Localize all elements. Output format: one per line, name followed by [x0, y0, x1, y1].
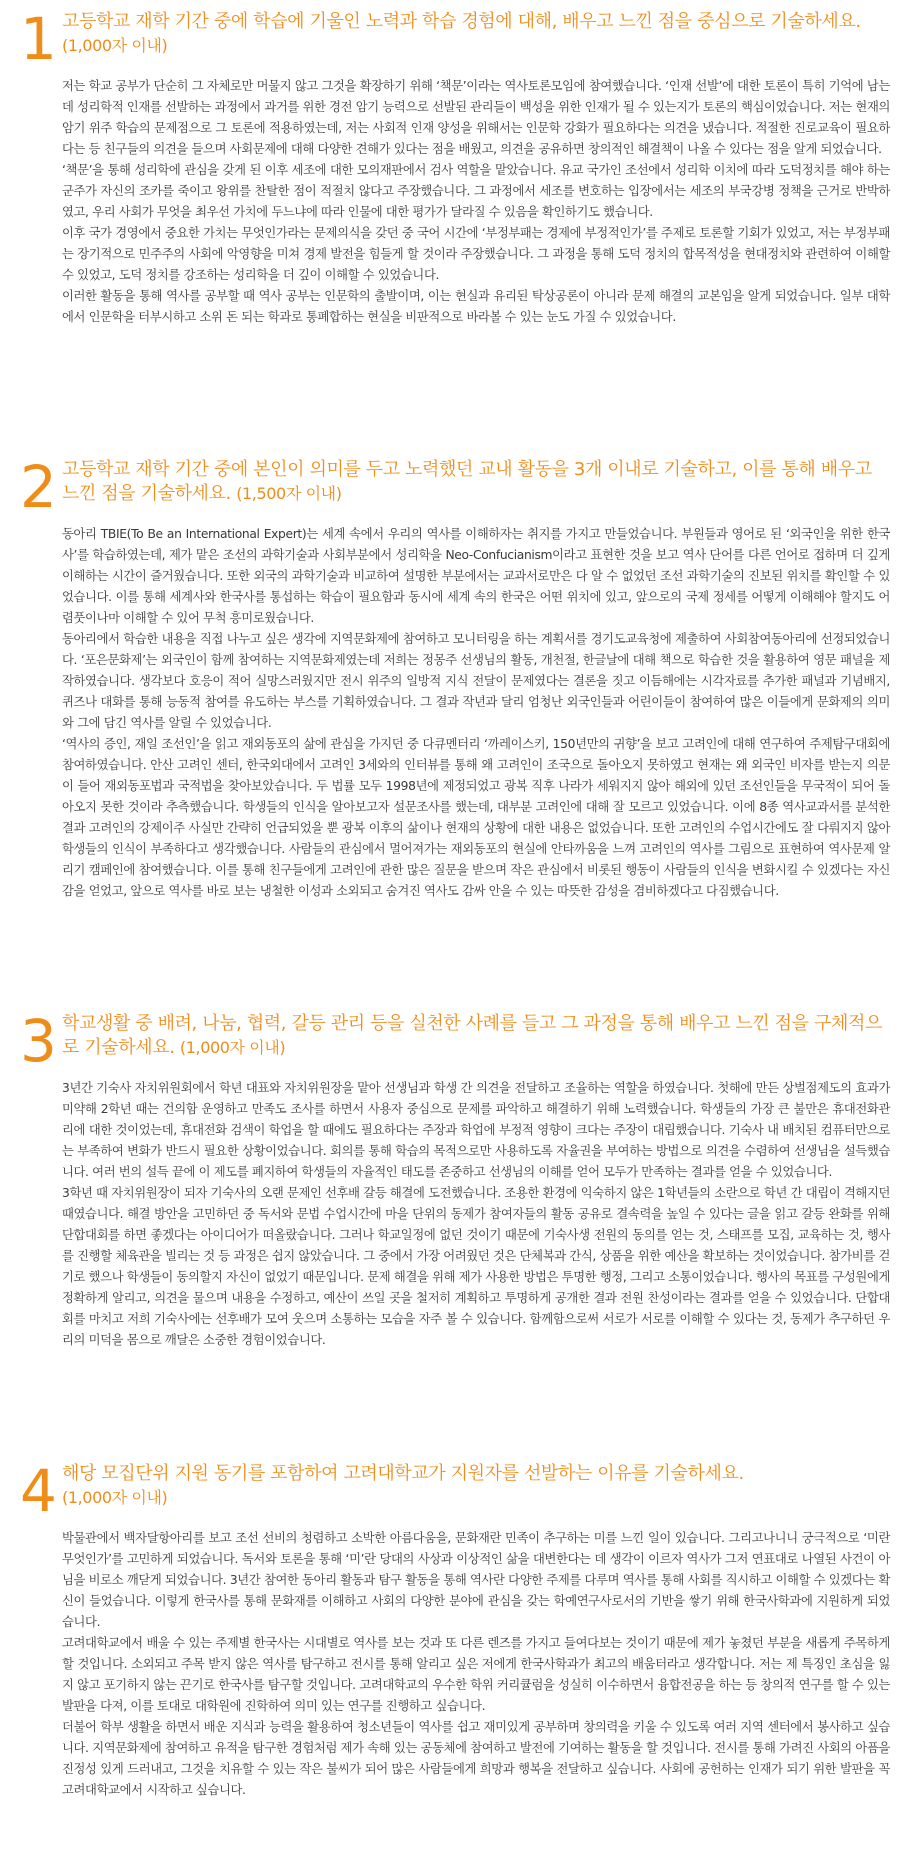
answer-paragraph: 더불어 학부 생활을 하면서 배운 지식과 능력을 활용하여 청소년들이 역사를 쉽고 재미있게 공부하며 창의력을 키울 수 있도록 여러 지역 센터에서 봉사하고 싶습니다. 지역문화제에 참여하고 유적을 탐구한 경험처럼 제가 속해 있는 공동체에 참여하고 발전에 기여하는 활동을 할 것입니다. 전시를 통해 가려진 사회의 아픔을 진정성 있게 드러내고, 그것을 치유할 수 있는 작은 불씨가 되어 많은 사람들에게 희망과 행복을 전달하고 싶습니다. 사회에 공헌하는 인재가 되기 위한 발판을 꼭 고려대학교에서 시작하고 싶습니다. [62, 1720, 890, 1797]
answer-paragraph: 동아리에서 학습한 내용을 직접 나누고 싶은 생각에 지역문화제에 참여하고 모니터링을 하는 계획서를 경기도교육청에 제출하여 사회참여동아리에 선정되었습니다. ‘포은문화제’는 외국인이 함께 참여하는 지역문화제였는데 저희는 정몽주 선생님의 활동, 개천절, 한글날에 대해 책으로 학습한 것을 활용하여 영문 패널을 제작하였습니다. 생각보다 호응이 적어 실망스러웠지만 전시 위주의 일방적 지식 전달이 문제였다는 결론을 짓고 이듬해에는 시각자료를 추가한 패널과 기념배지, 퀴즈나 대화를 통해 능동적 참여를 유도하는 부스를 기획하였습니다. 그 결과 작년과 달리 엄청난 외국인들과 어린이들이 참여하여 많은 이들에게 문화제의 의미와 그에 담긴 역사를 알릴 수 있었습니다. [62, 632, 890, 730]
question-title [62, 458, 890, 506]
question-title-text: 학교생활 중 배려, 나눔, 협력, 갈등 관리 등을 실천한 사례를 들고 그 과정을 통해 배우고 느낀 점을 구체적으로 기술하세요. [62, 1013, 882, 1058]
question-number: 3 [20, 1007, 57, 1075]
question-title-text: 고등학교 재학 기간 중에 본인이 의미를 두고 노력했던 교내 활동을 3개 이내로 기술하고, 이를 통해 배우고 느낀 점을 기술하세요. [62, 459, 872, 504]
question-number: 1 [20, 5, 57, 73]
character-limit: (1,000자 이내) [62, 1488, 168, 1507]
question-title [62, 1462, 890, 1510]
answer-paragraph: 고려대학교에서 배울 수 있는 주제별 한국사는 시대별로 역사를 보는 것과 또 다른 렌즈를 가지고 들여다보는 것이기 때문에 제가 놓쳤던 부분을 새롭게 주목하게 할 것입니다. 소외되고 주목 받지 않은 역사를 탐구하고 전시를 통해 알리고 싶은 저에게 한국사학과가 최고의 배움터라고 생각합니다. 저는 제 특징인 초심을 잃지 않고 포기하지 않는 끈기로 한국사를 탐구할 것입니다. 고려대학교의 우수한 학위 커리큘럼을 성실히 이수하면서 융합전공을 하는 등 창의적 연구를 할 수 있는 발판을 다져, 이를 토대로 대학원에 진학하여 의미 있는 연구를 진행하고 싶습니다. [62, 1636, 890, 1713]
answer-text [62, 1528, 890, 1801]
answer-paragraph: 동아리 TBIE(To Be an International Expert)는 세계 속에서 우리의 역사를 이해하자는 취지를 가지고 만들었습니다. 부원들과 영어로 된 ‘외국인을 위한 한국사’를 학습하였는데, 제가 맡은 조선의 과학기술과 사회부분에서 성리학을 Neo-Confucianism이라고 표현한 것을 보고 역사 단어를 다른 언어로 접하며 더 깊게 이해하는 시간이 즐거웠습니다. 또한 외국의 과학기술과 비교하여 설명한 부분에서는 교과서로만은 다 알 수 없었던 조선 과학기술의 진보된 위치를 확인할 수 있었습니다. 이를 통해 세계사와 한국사를 통섭하는 학습이 필요함과 동시에 세계 속의 한국은 어떤 위치에 있고, 앞으로의 국제 정세를 어떻게 이해해야 할지도 어렴풋이나마 이해할 수 있어 무척 흥미로웠습니다. [62, 527, 890, 625]
question-title [62, 1012, 890, 1060]
question-2 [20, 453, 890, 902]
question-3 [20, 1007, 891, 1351]
answer-paragraph: 박물관에서 백자달항아리를 보고 조선 선비의 청렴하고 소박한 아름다움을, 문화재란 민족이 추구하는 미를 느낀 일이 있습니다. 그리고나니니 궁극적으로 ‘미란 무엇인가’를 고민하게 되었습니다. 독서와 토론을 통해 ‘미’란 당대의 사상과 이상적인 삶을 대변한다는 데 생각이 이르자 역사가 그저 연표대로 나열된 사건이 아님을 비로소 깨닫게 되었습니다. 3년간 참여한 동아리 활동과 탐구 활동을 통해 역사란 다양한 주제를 다루며 역사를 통해 사회를 직시하고 이해할 수 있겠다는 확신이 들었습니다. 이렇게 한국사를 통해 문화재를 이해하고 사회의 다양한 분야에 관심을 갖는 학예연구사로서의 기반을 쌓기 위해 한국사학과에 지원하게 되었습니다. [62, 1531, 890, 1629]
question-title-text: 해당 모집단위 지원 동기를 포함하여 고려대학교가 지원자를 선발하는 이유를 기술하세요. [62, 1463, 744, 1484]
answer-paragraph: 이러한 활동을 통해 역사를 공부할 때 역사 공부는 인문학의 출발이며, 이는 현실과 유리된 탁상공론이 아니라 문제 해결의 교본임을 알게 되었습니다. 일부 대학에서 인문학을 터부시하고 소위 돈 되는 학과로 통폐합하는 현실을 비판적으로 바라볼 수 있는 눈도 가질 수 있었습니다. [62, 289, 890, 324]
question-title-text: 고등학교 재학 기간 중에 학습에 기울인 노력과 학습 경험에 대해, 배우고 느낀 점을 중심으로 기술하세요. [62, 11, 861, 32]
character-limit: (1,500자 이내) [236, 484, 342, 503]
answer-text [62, 1078, 890, 1351]
answer-paragraph: ‘책문’을 통해 성리학에 관심을 갖게 된 이후 세조에 대한 모의재판에서 검사 역할을 맡았습니다. 유교 국가인 조선에서 성리학 이치에 따라 도덕정치를 해야 하는 군주가 자신의 조카를 죽이고 왕위를 찬탈한 점이 적절치 않다고 주장했습니다. 그 과정에서 세조를 변호하는 입장에서는 세조의 부국강병 정책을 근거로 반박하였고, 우리 사회가 무엇을 최우선 가치에 두느냐에 따라 인물에 대한 평가가 달라질 수 있음을 확인하기도 했습니다. [62, 163, 890, 219]
question-1 [20, 5, 890, 328]
answer-paragraph: 3년간 기숙사 자치위원회에서 학년 대표와 자치위원장을 맡아 선생님과 학생 간 의견을 전달하고 조율하는 역할을 하였습니다. 첫해에 만든 상벌점제도의 효과가 미약해 2학년 때는 건의함 운영하고 만족도 조사를 하면서 사용자 중심으로 문제를 파악하고 해결하기 위해 노력했습니다. 학생들의 가장 큰 불만은 휴대전화관리에 대한 것이었는데, 휴대전화 검색이 학업을 할 때에도 필요하다는 주장과 학업에 부정적 영향이 크다는 주장이 대립했습니다. 기숙사 내 배치된 컴퓨터만으로는 부족하여 변화가 반드시 필요한 상황이었습니다. 회의를 통해 학습의 목적으로만 사용하도록 자율권을 부여하는 방법으로 의견을 수렴하여 선생님을 설득했습니다. 여러 번의 설득 끝에 이 제도를 폐지하여 학생들의 자율적인 태도를 존중하고 선생님의 이해를 얻어 모두가 만족하는 결과를 얻을 수 있었습니다. [62, 1081, 891, 1179]
answer-text [62, 524, 890, 902]
question-number: 4 [20, 1457, 57, 1525]
question-number: 2 [20, 453, 57, 521]
answer-paragraph: 이후 국가 경영에서 중요한 가치는 무엇인가라는 문제의식을 갖던 중 국어 시간에 ‘부정부패는 경제에 부정적인가’를 주제로 토론할 기회가 있었고, 저는 부정부패는 장기적으로 민주주의 사회에 악영향을 미쳐 경제 발전을 힘들게 할 것이라 주장했습니다. 그 과정을 통해 도덕 정치의 합목적성을 현대정치와 관련하여 이해할 수 있었고, 도덕 정치를 강조하는 성리학을 더 깊이 이해할 수 있었습니다. [62, 226, 890, 282]
question-4 [20, 1457, 890, 1801]
answer-text [62, 76, 890, 328]
answer-paragraph: ‘역사의 증인, 재일 조선인’을 읽고 재외동포의 삶에 관심을 가지던 중 다큐멘터리 ‘까레이스키, 150년만의 귀향’을 보고 고려인에 대해 연구하여 주제탐구대회에 참여하였습니다. 안산 고려인 센터, 한국외대에서 고려인 3세와의 인터뷰를 통해 왜 고려인이 조국으로 돌아오지 못하였고 현재는 왜 외국인 비자를 받는지 의문이 들어 재외동포법과 국적법을 찾아보았습니다. 두 법률 모두 1998년에 제정되었고 광복 직후 나라가 세워지지 않아 해외에 있던 조선인들을 무국적이 되어 돌아오지 못한 것이라 추측했습니다. 학생들의 인식을 알아보고자 설문조사를 했는데, 대부분 고려인에 대해 잘 모르고 있었습니다. 이에 8종 역사교과서를 분석한 결과 고려인의 강제이주 사실만 간략히 언급되었을 뿐 광복 이후의 삶이나 현재의 상황에 대한 내용은 없었습니다. 또한 고려인의 수업시간에도 잘 다뤄지지 않아 학생들의 인식이 부족하다고 생각했습니다. 사람들의 관심에서 멀어져가는 재외동포의 현실에 안타까움을 느껴 고려인의 역사를 그림으로 표현하여 역사문제 알리기 캠페인에 참여했습니다. 이를 통해 친구들에게 고려인에 관한 많은 질문을 받으며 작은 관심에서 비롯된 행동이 사람들의 인식을 변화시킬 수 있겠다는 자신감을 얻었고, 앞으로 역사를 바로 보는 냉철한 이성과 소외되고 숨겨진 역사도 감싸 안을 수 있는 따뜻한 감성을 겸비하겠다고 다짐했습니다. [62, 737, 890, 898]
answer-paragraph: 3학년 때 자치위원장이 되자 기숙사의 오랜 문제인 선후배 갈등 해결에 도전했습니다. 조용한 환경에 익숙하지 않은 1학년들의 소란으로 학년 간 대립이 격해지던 때였습니다. 해결 방안을 고민하던 중 독서와 문법 수업시간에 마을 단위의 동제가 참여자들의 활동 공유로 결속력을 높일 수 있다는 글을 읽고 갈등 완화를 위해 단합대회를 하면 좋겠다는 아이디어가 떠올랐습니다. 그러나 학교일정에 없던 것이기 때문에 기숙사생 전원의 동의를 얻는 것, 스태프를 모집, 교육하는 것, 행사를 진행할 체육관을 빌리는 것 등 과정은 쉽지 않았습니다. 그 중에서 가장 어려웠던 것은 단체복과 간식, 상품을 위한 예산을 확보하는 것이었습니다. 참가비를 걷기로 했으나 학생들이 동의할지 자신이 없었기 때문입니다. 문제 해결을 위해 제가 사용한 방법은 투명한 행정, 그리고 소통이었습니다. 행사의 목표를 구성원에게 정확하게 알리고, 의견을 물으며 내용을 수정하고, 예산이 쓰일 곳을 철저히 계획하고 투명하게 공개한 결과 전원 찬성이라는 결과를 얻을 수 있었습니다. 단합대회를 마치고 저희 기숙사에는 선후배가 모여 웃으며 소통하는 모습을 자주 볼 수 있습니다. 함께함으로써 서로가 서로를 이해할 수 있다는 것, 동제가 추구하던 우리의 미덕을 몸으로 깨달은 소중한 경험이었습니다. [62, 1186, 890, 1347]
question-title [62, 10, 890, 58]
answer-paragraph: 저는 학교 공부가 단순히 그 자체로만 머물지 않고 그것을 확장하기 위해 ‘책문’이라는 역사토론모임에 참여했습니다. ‘인재 선발’에 대한 토론이 특히 기억에 남는데 성리학적 인재를 선발하는 과정에서 과거를 위한 경전 암기 능력으로 선발된 관리들이 백성을 위한 인재가 될 수 있는지가 토론의 핵심이었습니다. 저는 현재의 암기 위주 학습의 문제점으로 그 토론에 적용하였는데, 저는 사회적 인재 양성을 위해서는 인문학 강화가 필요하다는 의견을 냈습니다. 적절한 진로교육이 필요하다는 등 친구들의 의견을 들으며 사회문제에 대해 다양한 견해가 있다는 점을 배웠고, 의견을 공유하면 창의적인 해결책이 나올 수 있다는 점을 알게 되었습니다. [62, 79, 890, 156]
character-limit: (1,000자 이내) [62, 36, 168, 55]
character-limit: (1,000자 이내) [179, 1038, 286, 1057]
